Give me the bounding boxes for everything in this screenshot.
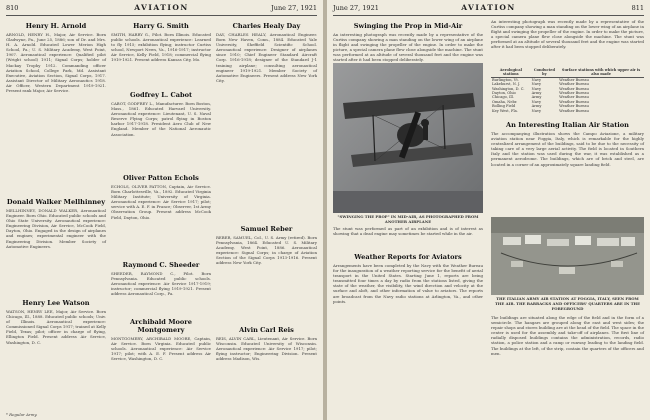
issue-date: June 27, 1921 xyxy=(271,4,317,12)
right-page xyxy=(327,0,650,420)
article-text: Arrangements have been completed by the Navy with the Weather Bureau for the inauguration of a weather reporting service for the benefit of aerial transport in the United States. Starting June 1, reports are being transmitted four times a day by radio from the stations listed, giving the state of the weather, the visibility, the wind direction and velocity at the surface and aloft, and other information of value to aviators. The reports are broadcast from the Navy radio stations at Arlington, Va., and other points. xyxy=(333,263,485,304)
table-cell: Key West, Fla. xyxy=(492,108,518,113)
bio-text: REIS, ALVIN CARL, Lieutenant, Air Service. Born Wisconsin. Educated University of Wisconsin. Aeronautical experience: Air Service 1917; pilot; flying instructor; Engineering Division. Present address Madison, Wis. xyxy=(216,336,319,362)
table-header: Surface stations with which upper air is also made xyxy=(558,68,644,77)
bio-name: Henry Lee Watson xyxy=(22,299,90,307)
table-header: Aerological stations xyxy=(491,68,531,77)
article-title: Swinging the Prop in Mid-Air xyxy=(353,22,463,30)
table-cell: Weather Bureau xyxy=(559,99,589,104)
column-2 xyxy=(111,19,211,417)
article-text: The buildings are situated along the edge of the field and in the form of a semicircle. The hangars are grouped along the east and west sides; the repair shops and stores building are at the head of the field. The space in the center is used for the assembly and take-off of airplanes. The first line of radially disposed buildings contains the administration, records, radio station, a police station and a ramp or runway leading to the landing field. The buildings at the left, of the strip, contain the quarters of the officers and men. xyxy=(491,315,646,356)
article-italian-station xyxy=(491,118,644,214)
page-number: 810 xyxy=(6,4,19,12)
table-cell: Lakehurst, N. J. xyxy=(492,82,521,87)
magazine-title: AVIATION xyxy=(461,3,516,12)
bio-text: REBER, SAMUEL, Col., U. S. Army (retired). Born Pennsylvania, 1864. Educated U. S. Military Academy, West Point, 1886. Aeronautical experience: Signal Corps; in charge of Aviation Section of the Signal Corps 1913-1916. Present address New York City. xyxy=(216,235,319,266)
table-cell: Washington, D. C. xyxy=(492,86,525,91)
bio-text: SHEEDER, RAYMOND C., Pilot. Born Pennsylvania. Educated public schools. Aeronautical experience: Air Service 1917-1919; instructor; commercial flying 1919-1921. Present address Aeronautical Corp., Pa. xyxy=(111,271,213,297)
column-1 xyxy=(6,19,106,417)
header-rule xyxy=(6,15,317,16)
table-cell: Weather Bureau xyxy=(559,82,589,87)
bio-name: Archibald Moore Montgomery xyxy=(130,318,192,334)
photo-caption: THE ITALIAN ARMY AIR STATION AT FOGGIA, ITALY, SEEN FROM THE AIR. THE BARRACKS AND OFFICERS' QUARTERS ARE IN THE FOREGROUND xyxy=(494,296,641,311)
left-page xyxy=(0,0,323,420)
table-cell: Army xyxy=(531,95,542,100)
table-cell: Navy xyxy=(531,99,542,104)
bio-text: CABOT, GODFREY L., Manufacturer. Born Boston, Mass., 1861. Educated Harvard University. Aeronautical experience: Lieutenant, U. S. Naval Reserve Flying Corps; patrol flying in Boston harbor 1917-1918. President Aero Club of New England. Member of the National Aeronautic Association. xyxy=(111,101,213,137)
table-cell: Bolling Field xyxy=(492,104,516,109)
bio-text: WATSON, HENRY LEE, Major, Air Service. Born Chicago, Ill., 1888. Educated public schools; Univ. of Illinois. Aeronautical experience: Commissioned Signal Corps 1917; trained at Kelly Field, Texas; pilot; officer in charge of flying, Ellington Field. Present address Air Service, Washington, D. C. xyxy=(6,309,108,345)
table-cell: Omaha, Nebr. xyxy=(492,99,518,104)
article-prop-intro xyxy=(333,19,483,61)
propeller-photo xyxy=(333,63,483,213)
article-italian-cont xyxy=(491,315,644,417)
bio-name: Donald Walker Mellhinney xyxy=(6,198,106,206)
article-text: An interesting photograph was recently made by a representative of the Curtiss company showing a man standing on the lower wing of an airplane in flight and swinging the propeller of the engine. In order to make the picture, a special camera plane flew close alongside the machine. The stunt was performed at an altitude of several thousand feet and the engine was started after it had been stopped deliberately. xyxy=(491,19,646,50)
table-cell: Weather Bureau xyxy=(559,91,589,96)
table-cell: Weather Bureau xyxy=(559,95,589,100)
page-header xyxy=(6,4,317,14)
column-3 xyxy=(216,19,317,417)
biplane-illustration xyxy=(333,63,483,213)
table-cell: Navy xyxy=(531,82,542,87)
bio-text: ARNOLD, HENRY H., Major, Air Service. Born Gladwyne, Pa., June 25, 1886; son of Dr. and Mrs. H. A. Arnold. Educated Lower Merion High School, Pa.; U. S. Military Academy, West Point, 1907. Aeronautical experience: Qualified pilot (Wright school) 1911; Signal Corps; holder of Mackay Trophy 1912. Commanding officer Aviation School, College Park, Md. Assistant Executive, Aviation Section, Signal Corps, 1917. Assistant Director of Military Aeronautics 1918. Air Officer, Western Department 1919-1921. Present rank Major, Air Service. xyxy=(6,32,108,94)
page-number: 811 xyxy=(631,4,644,12)
article-weather-right xyxy=(491,19,644,67)
table-header: Conducted by xyxy=(531,68,559,77)
table-cell: Burlington, Vt. xyxy=(492,77,519,82)
article-text: The stunt was performed as part of an exhibition and is of interest as showing that a dead engine may sometimes be started while in the air. xyxy=(333,226,485,237)
bio-name: Charles Healy Day xyxy=(232,22,301,30)
photo-caption: "SWINGING THE PROP" IN MID-AIR, AS PHOTOGRAPHED FROM ANOTHER AIRPLANE xyxy=(337,214,479,224)
table-cell: Weather Bureau xyxy=(559,108,589,113)
bio-text: ECHOLS, OLIVER PATTON, Captain, Air Service. Born Charlottesville, Va., 1892. Educated Virginia Military Institute; University of Virginia. Aeronautical experience: Air Service 1917; pilot; service with A. E. F. in France; Observer, 1st Army Observation Group. Present address McCook Field, Dayton, Ohio. xyxy=(111,184,213,220)
table-cell: Navy xyxy=(531,86,542,91)
air-station-photo xyxy=(491,217,644,295)
table-cell: Chicago, Ill. xyxy=(492,95,514,100)
bio-text: MONTGOMERY, ARCHIBALD MOORE, Captain, Air Service. Born Virginia. Educated public schools. Aeronautical experience: Air Service 1917; pilot; with A. E. F. Present address Air Service, Washington, D. C. xyxy=(111,336,213,362)
bio-name: Harry G. Smith xyxy=(133,22,189,30)
bio-text: MELLHINNEY, DONALD WALKER, Aeronautical Engineer. Born Ohio. Educated public schools and Ohio State University. Aeronautical experience: Engineering Division, Air Service, McCook Field, Dayton, Ohio. Engaged in the design of airplanes and engines; experimental engineer with the Engineering Division. Member Society of Automotive Engineers. xyxy=(6,208,108,249)
table-cell: Weather Bureau xyxy=(559,86,589,91)
magazine-title: AVIATION xyxy=(134,3,189,12)
footnote: * Regular Army. xyxy=(6,412,38,417)
bio-name: Godfrey L. Cabot xyxy=(129,91,193,99)
bio-name: Samuel Reber xyxy=(240,225,293,233)
table-cell: Navy xyxy=(531,108,542,113)
page-header xyxy=(333,4,644,14)
table-cell: Navy xyxy=(531,77,542,82)
header-rule xyxy=(333,15,644,16)
bio-name: Henry H. Arnold xyxy=(25,22,87,30)
bio-name: Alvin Carl Reis xyxy=(239,326,294,334)
table-cell: Dayton, Ohio xyxy=(492,91,516,96)
article-weather xyxy=(333,250,483,417)
article-text: The accompanying illustration shows the Campo Aviazione, a military aviation station near Foggia, Italy, which is remarkable for the highly centralized arrangement of the buildings, said to be due to the necessity of taking care of a very large aerial activity. The field is located in Southern Italy and the station was used during the war, it was established as a permanent aerodrome. The buildings, which are of brick and steel, are located in a corner of an approximately square landing field. xyxy=(491,131,646,167)
bio-text: DAY, CHARLES HEALY, Aeronautical Engineer. Born New Haven, Conn., 1884. Educated Yale University, Sheffield Scientific School. Aeronautical experience: Designer of airplanes since 1910; Chief Engineer Standard Aircraft Corp. 1916-1918; designer of the Standard J-1 training airplane; consulting aeronautical engineer 1919-1921. Member Society of Automotive Engineers. Present address New York City. xyxy=(216,32,319,83)
bio-name: Oliver Patton Echols xyxy=(123,174,199,182)
article-text: An interesting photograph was recently made by a representative of the Curtiss company showing a man standing on the lower wing of an airplane in flight and swinging the propeller of the engine. In order to make the picture, a special camera plane flew close alongside the machine. The stunt was performed at an altitude of several thousand feet and the engine was started after it had been stopped deliberately. xyxy=(333,32,485,63)
article-title: An Interesting Italian Air Station xyxy=(506,121,629,129)
article-prop-cont xyxy=(333,226,483,248)
table-cell: Army xyxy=(531,104,542,109)
bio-name: Raymond C. Sheeder xyxy=(122,261,200,269)
table-cell: Army xyxy=(531,91,542,96)
bio-text: SMITH, HARRY G., Pilot. Born Illinois. Educated public schools. Aeronautical experience: Learned to fly 1915; exhibition flying; instructor Curtiss school, Newport News, Va., 1916-1917; instructor Air Service, Kelly Field, 1918; commercial flying 1919-1921. Present address Kansas City, Mo. xyxy=(111,32,213,63)
issue-date: June 27, 1921 xyxy=(333,4,379,12)
article-title: Weather Reports for Aviators xyxy=(354,253,462,261)
weather-stations-table xyxy=(491,68,644,113)
aerial-field-illustration xyxy=(491,217,644,295)
table-cell: Weather Bureau xyxy=(559,104,589,109)
table-row xyxy=(491,109,644,113)
table-cell: Weather Bureau xyxy=(559,77,589,82)
